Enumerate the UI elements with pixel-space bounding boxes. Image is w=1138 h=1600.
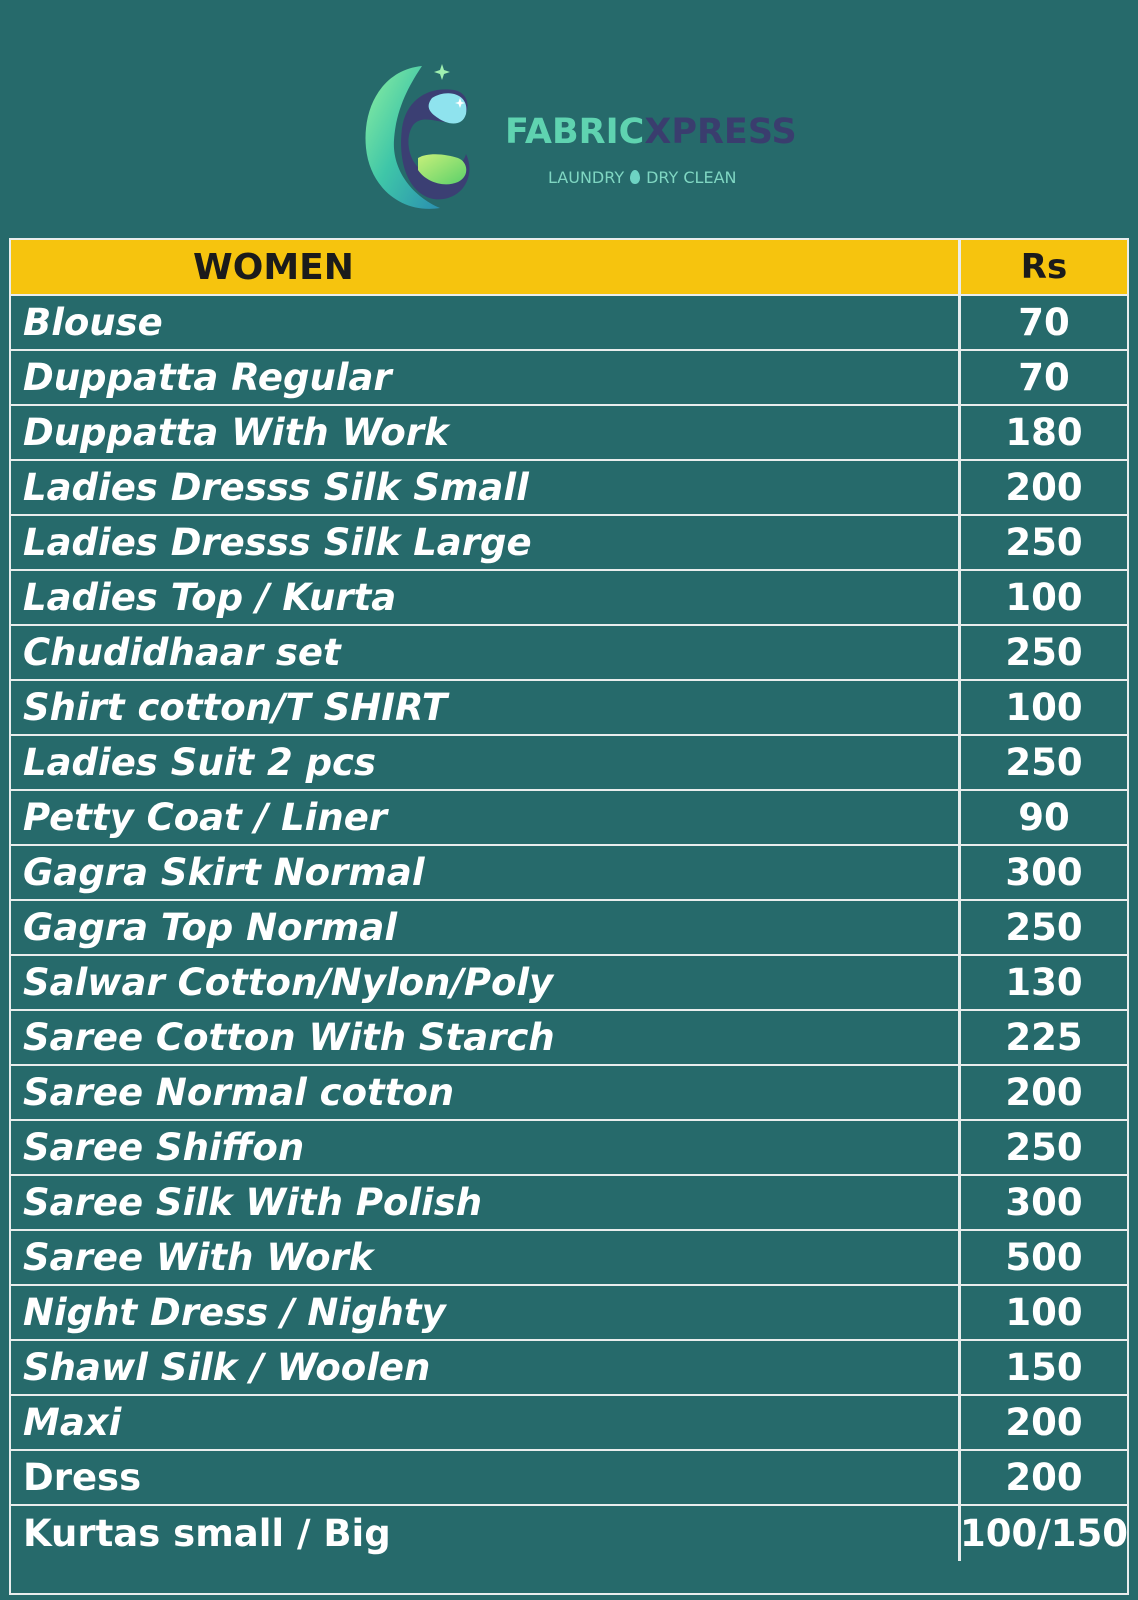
table-row — [11, 1451, 1127, 1506]
item-price: 200 — [1005, 466, 1083, 509]
category-header: WOMEN — [11, 240, 961, 294]
item-name: Gagra Top Normal — [11, 901, 961, 954]
item-price: 150 — [1005, 1346, 1083, 1389]
table-row — [11, 296, 1127, 351]
item-name: Petty Coat / Liner — [11, 791, 961, 844]
item-price: 225 — [1005, 1016, 1083, 1059]
table-row — [11, 901, 1127, 956]
table-row — [11, 1286, 1127, 1341]
item-name: Saree Cotton With Starch — [11, 1011, 961, 1064]
item-price: 70 — [1018, 301, 1070, 344]
table-row — [11, 406, 1127, 461]
item-name: Dress — [11, 1451, 961, 1504]
item-name: Duppatta Regular — [11, 351, 961, 404]
item-price: 250 — [1005, 741, 1083, 784]
item-price: 250 — [1005, 1126, 1083, 1169]
table-row — [11, 956, 1127, 1011]
item-price: 300 — [1005, 851, 1083, 894]
item-name: Saree Shiffon — [11, 1121, 961, 1174]
item-price: 250 — [1005, 906, 1083, 949]
water-drop-icon — [630, 170, 640, 184]
item-name: Blouse — [11, 296, 961, 349]
table-row — [11, 626, 1127, 681]
table-row — [11, 846, 1127, 901]
table-row — [11, 1011, 1127, 1066]
item-name: Ladies Top / Kurta — [11, 571, 961, 624]
table-row — [11, 1176, 1127, 1231]
item-price: 70 — [1018, 356, 1070, 399]
price-table — [9, 238, 1129, 1595]
item-price: 500 — [1005, 1236, 1083, 1279]
table-row — [11, 351, 1127, 406]
item-name: Saree With Work — [11, 1231, 961, 1284]
stylized-c-logo-icon — [362, 58, 482, 218]
item-name: Saree Silk With Polish — [11, 1176, 961, 1229]
table-row — [11, 681, 1127, 736]
item-name: Shirt cotton/T SHIRT — [11, 681, 961, 734]
table-row — [11, 736, 1127, 791]
price-header: Rs — [1020, 247, 1068, 287]
item-name: Night Dress / Nighty — [11, 1286, 961, 1339]
table-header-row — [11, 240, 1127, 296]
item-name: Saree Normal cotton — [11, 1066, 961, 1119]
brand-name: FABRICXPRESS — [505, 112, 797, 152]
item-price: 200 — [1005, 1071, 1083, 1114]
item-price: 100/150 — [960, 1512, 1128, 1555]
item-price: 90 — [1018, 796, 1070, 839]
table-row — [11, 1341, 1127, 1396]
item-price: 300 — [1005, 1181, 1083, 1224]
item-price: 200 — [1005, 1456, 1083, 1499]
table-row — [11, 1506, 1127, 1561]
item-name: Ladies Dresss Silk Large — [11, 516, 961, 569]
item-price: 100 — [1005, 576, 1083, 619]
item-name: Chudidhaar set — [11, 626, 961, 679]
item-price: 250 — [1005, 521, 1083, 564]
item-name: Duppatta With Work — [11, 406, 961, 459]
item-name: Shawl Silk / Woolen — [11, 1341, 961, 1394]
item-price: 180 — [1005, 411, 1083, 454]
table-row — [11, 461, 1127, 516]
table-row — [11, 516, 1127, 571]
table-row — [11, 1121, 1127, 1176]
item-price: 250 — [1005, 631, 1083, 674]
item-name: Kurtas small / Big — [11, 1506, 961, 1561]
header — [0, 0, 1138, 238]
item-name: Ladies Suit 2 pcs — [11, 736, 961, 789]
table-row — [11, 1396, 1127, 1451]
item-price: 130 — [1005, 961, 1083, 1004]
table-row — [11, 1066, 1127, 1121]
brand-tagline: LAUNDRY DRY CLEAN — [548, 168, 737, 187]
item-name: Gagra Skirt Normal — [11, 846, 961, 899]
item-name: Ladies Dresss Silk Small — [11, 461, 961, 514]
table-row — [11, 571, 1127, 626]
item-name: Salwar Cotton/Nylon/Poly — [11, 956, 961, 1009]
table-row — [11, 1231, 1127, 1286]
item-price: 200 — [1005, 1401, 1083, 1444]
item-price: 100 — [1005, 686, 1083, 729]
table-row — [11, 791, 1127, 846]
item-name: Maxi — [11, 1396, 961, 1449]
item-price: 100 — [1005, 1291, 1083, 1334]
